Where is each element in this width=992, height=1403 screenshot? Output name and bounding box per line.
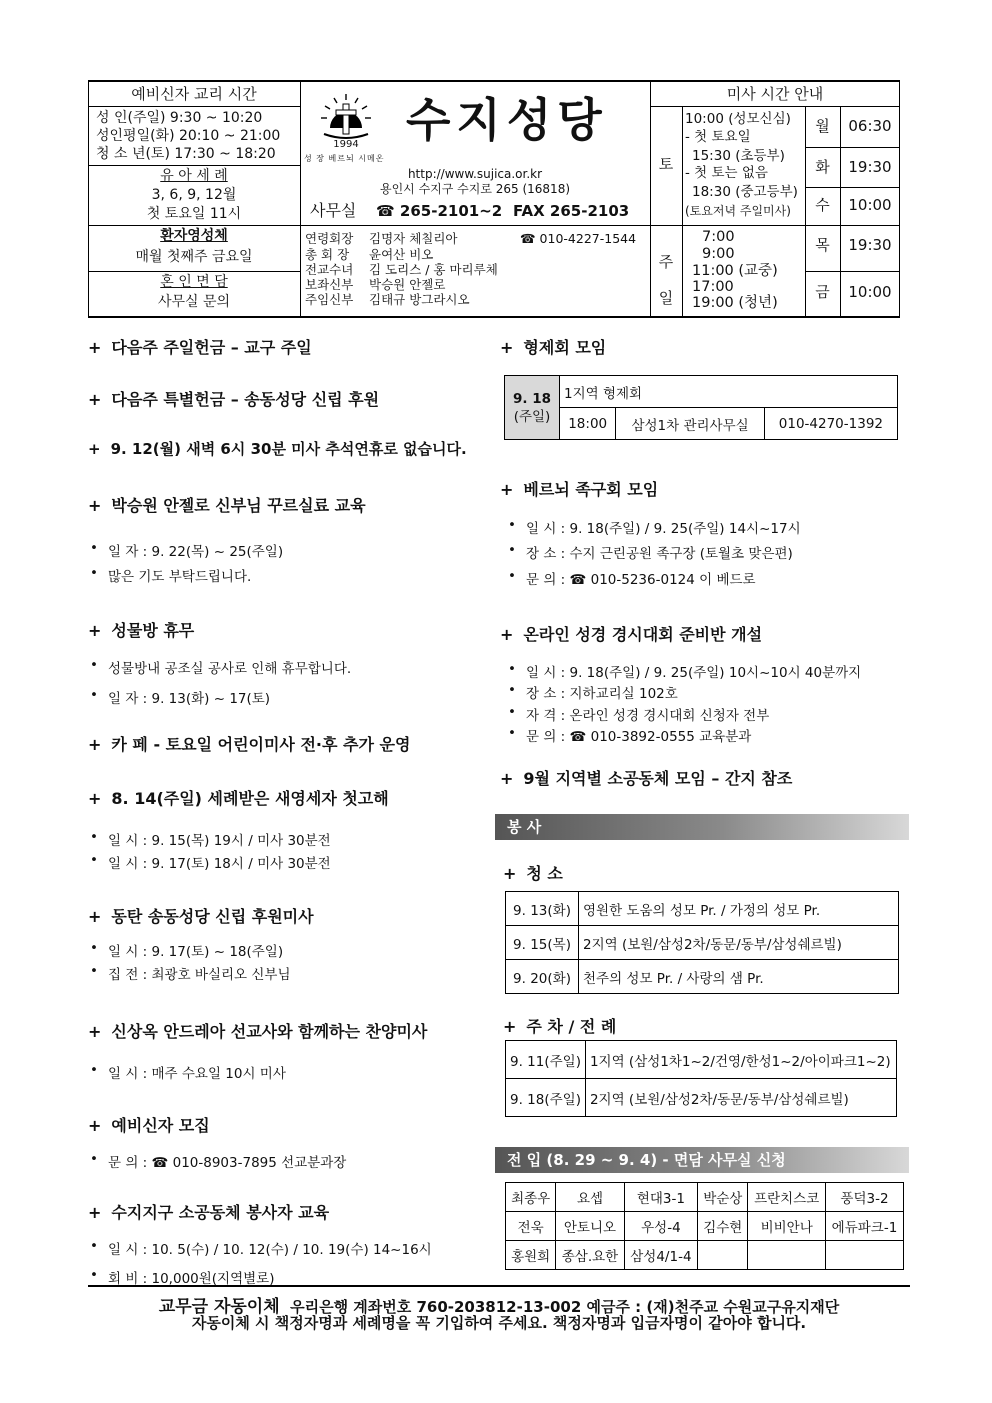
section-cursillo: + 박승원 안젤로 신부님 꾸르실료 교육 bbox=[88, 496, 366, 515]
list-item: • 일 시 : 매주 수요일 10시 미사 bbox=[108, 1062, 286, 1082]
list-item: • 회 비 : 10,000원(지역별로) bbox=[108, 1267, 274, 1287]
list-item: • 일 시 : 9. 18(주일) / 9. 25(주일) 14시~17시 bbox=[526, 517, 801, 537]
weekday-label: 금 bbox=[815, 283, 830, 301]
catechism-row: 성 인(주일) 9:30 ~ 10:20 bbox=[96, 110, 263, 126]
mass-saturday-line: (토요저녁 주일미사) bbox=[685, 204, 791, 218]
mass-sunday-line: 19:00 (청년) bbox=[692, 295, 778, 311]
staff-role: 연령회장 bbox=[305, 231, 354, 246]
brothers-date-cell: 9. 18 (주일) bbox=[505, 376, 560, 440]
newcomer-empty-cell bbox=[698, 1241, 748, 1270]
mass-sunday-line: 7:00 bbox=[702, 229, 735, 245]
list-item: • 문 의 : ☎ 010-3892-0555 교육분과 bbox=[526, 725, 751, 745]
staff-role: 보좌신부 bbox=[305, 277, 354, 292]
newcomer-name: 박순상 bbox=[698, 1183, 748, 1212]
service-section-bar: 봉 사 bbox=[495, 814, 909, 840]
parking-group: 1지역 (삼성1차1~2/건영/한성1~2/아이파크1~2) bbox=[585, 1041, 896, 1079]
catechism-row: 성인평일(화) 20:10 ~ 21:00 bbox=[96, 128, 281, 144]
parking-table bbox=[505, 1040, 897, 1117]
list-item: • 일 시 : 9. 17(토) ~ 18(주일) bbox=[108, 940, 283, 960]
website-link[interactable]: http://www.sujica.or.kr bbox=[407, 167, 543, 181]
newcomers-section-bar: 전 입 (8. 29 ~ 9. 4) - 면담 사무실 신청 bbox=[495, 1147, 909, 1173]
newcomer-address: 풍덕3-2 bbox=[825, 1183, 903, 1212]
weekday-label: 목 bbox=[815, 236, 830, 254]
parish-logo bbox=[304, 90, 385, 163]
marriage-text: 사무실 문의 bbox=[157, 294, 231, 310]
newcomer-name: 전욱 bbox=[506, 1212, 556, 1241]
infant-baptism-line: 3, 6, 9, 12월 bbox=[151, 187, 237, 203]
section-support-mass: + 동탄 송동성당 신립 후원미사 bbox=[88, 907, 314, 926]
mass-saturday-line: 10:00 (성모신심) bbox=[685, 111, 791, 127]
newcomer-address: 에듀파크-1 bbox=[825, 1212, 903, 1241]
list-item: • 문 의 : ☎ 010-8903-7895 선교분과장 bbox=[108, 1151, 346, 1171]
logo-caption: 성 장 베르뇌 시메온 bbox=[304, 154, 385, 163]
section-catechumen-recruit: + 예비신자 모집 bbox=[88, 1116, 210, 1135]
cleaning-group: 영원한 도움의 성모 Pr. / 가정의 성모 Pr. bbox=[579, 892, 899, 926]
footer-line-2: 자동이체 시 책정자명과 세례명을 꼭 기입하여 주세요. 책정자명과 입금자명이 같아야 합니다. bbox=[191, 1314, 807, 1332]
staff-role: 총 회 장 bbox=[305, 247, 350, 262]
brothers-place: 삼성1차 관리사무실 bbox=[616, 408, 764, 440]
section-shop-closed: + 성물방 휴무 bbox=[88, 621, 195, 640]
list-item: • 성물방내 공조실 공사로 인해 휴무합니다. bbox=[108, 657, 351, 677]
newcomer-baptismal-name: 프란치스코 bbox=[748, 1183, 826, 1212]
list-item: • 장 소 : 수지 근린공원 족구장 (토월초 맞은편) bbox=[526, 542, 793, 562]
newcomer-empty-cell bbox=[825, 1241, 903, 1270]
section-first-confession: + 8. 14(주일) 세례받은 새영세자 첫고해 bbox=[88, 789, 389, 808]
catechism-row: 청 소 년(토) 17:30 ~ 18:20 bbox=[96, 146, 276, 162]
weekday-time: 06:30 bbox=[848, 117, 892, 135]
list-item: • 장 소 : 지하교리실 102호 bbox=[526, 682, 678, 702]
mass-sunday-line: 11:00 (교중) bbox=[692, 263, 778, 279]
infant-baptism-title: 유 아 세 례 bbox=[160, 168, 228, 184]
list-item: • 일 시 : 9. 17(토) 18시 / 미사 30분전 bbox=[108, 852, 331, 872]
newcomer-baptismal-name: 안토니오 bbox=[556, 1212, 624, 1241]
bulletin-header bbox=[88, 80, 900, 318]
office-phone: ☎ 265-2101~2 bbox=[376, 202, 503, 220]
brothers-group: 1지역 형제회 bbox=[560, 376, 898, 408]
mass-saturday-line: - 첫 토는 없음 bbox=[685, 165, 768, 181]
staff-name: 김명자 체칠리아 bbox=[369, 231, 458, 246]
brothers-time: 18:00 bbox=[560, 408, 616, 440]
newcomers-table bbox=[505, 1182, 904, 1270]
mass-saturday-line: 18:30 (중고등부) bbox=[692, 184, 798, 200]
section-football-club: + 베르뇌 족구회 모임 bbox=[500, 480, 659, 499]
announcement-special-offering: + 다음주 특별헌금 – 송동성당 신립 후원 bbox=[88, 390, 380, 409]
staff-phone: ☎ 010-4227-1544 bbox=[520, 231, 637, 246]
cleaning-date: 9. 20(화) bbox=[506, 960, 579, 994]
address: 용인시 수지구 수지로 265 (16818) bbox=[379, 182, 571, 196]
weekday-time: 10:00 bbox=[848, 196, 892, 214]
newcomer-name: 김수현 bbox=[698, 1212, 748, 1241]
list-item: • 문 의 : ☎ 010-5236-0124 이 베드로 bbox=[526, 568, 756, 588]
brothers-table bbox=[504, 375, 898, 440]
brothers-phone: 010-4270-1392 bbox=[764, 408, 897, 440]
parking-date: 9. 18(주일) bbox=[506, 1079, 586, 1117]
footer-account: 우리은행 계좌번호 760-203812-13-002 예금주 : (재)천주교 수원교구유지재단 bbox=[290, 1298, 840, 1316]
section-bible-contest: + 온라인 성경 경시대회 준비반 개설 bbox=[500, 625, 763, 644]
logo-year: 1994 bbox=[333, 139, 359, 150]
mass-sunday-line: 17:00 bbox=[692, 279, 734, 295]
list-item: • 많은 기도 부탁드립니다. bbox=[108, 565, 251, 585]
staff-name: 박승원 안젤로 bbox=[369, 277, 446, 292]
mass-sunday-line: 9:00 bbox=[702, 246, 735, 262]
mass-saturday-label: 토 bbox=[658, 155, 674, 173]
weekday-label: 화 bbox=[815, 158, 830, 176]
newcomer-address: 현대3-1 bbox=[624, 1183, 697, 1212]
section-parking-liturgy: + 주 차 / 전 례 bbox=[503, 1017, 617, 1036]
office-label: 사무실 bbox=[310, 201, 357, 220]
section-brothers-meeting: + 형제회 모임 bbox=[500, 338, 607, 357]
newcomer-baptismal-name: 종삼.요한 bbox=[556, 1241, 624, 1270]
section-praise-mass: + 신상옥 안드레아 선교사와 함께하는 찬양미사 bbox=[88, 1022, 428, 1041]
weekday-time: 19:30 bbox=[848, 158, 892, 176]
staff-role: 전교수녀 bbox=[305, 262, 354, 277]
list-item: • 일 시 : 9. 18(주일) / 9. 25(주일) 10시~10시 40분까지 bbox=[526, 661, 861, 681]
weekday-time: 19:30 bbox=[848, 236, 892, 254]
parish-name: 수지성당 bbox=[406, 93, 608, 147]
newcomer-address: 우성-4 bbox=[624, 1212, 697, 1241]
list-item: • 자 격 : 온라인 성경 경시대회 신청자 전부 bbox=[526, 704, 769, 724]
cleaning-date: 9. 13(화) bbox=[506, 892, 579, 926]
list-item: • 일 시 : 9. 15(목) 19시 / 미사 30분전 bbox=[108, 829, 331, 849]
sick-sacrament-title: 환자영성체 bbox=[160, 228, 228, 244]
list-item: • 일 자 : 9. 13(화) ~ 17(토) bbox=[108, 687, 270, 707]
footer-rule bbox=[88, 1285, 910, 1287]
footer-bold-label: 교무금 자동이체 bbox=[158, 1297, 280, 1317]
announcement-no-mass: + 9. 12(월) 새벽 6시 30분 미사 추석연휴로 없습니다. bbox=[88, 440, 467, 458]
cleaning-group: 천주의 성모 Pr. / 사랑의 샘 Pr. bbox=[579, 960, 899, 994]
parking-group: 2지역 (보원/삼성2차/동문/동부/삼성쉐르빌) bbox=[585, 1079, 896, 1117]
announcement-offering: + 다음주 주일헌금 – 교구 주일 bbox=[88, 338, 312, 357]
list-item: • 집 전 : 최광호 바실리오 신부님 bbox=[108, 963, 291, 983]
cleaning-group: 2지역 (보원/삼성2차/동문/동부/삼성쉐르빌) bbox=[579, 926, 899, 960]
mass-saturday-line: 15:30 (초등부) bbox=[692, 148, 785, 164]
marriage-title: 혼 인 면 담 bbox=[160, 274, 228, 290]
staff-name: 김태규 방그라시오 bbox=[369, 292, 470, 307]
mass-saturday-line: - 첫 토요일 bbox=[685, 129, 751, 145]
catechism-title: 예비신자 교리 시간 bbox=[131, 85, 257, 103]
section-cafe: + 카 페 - 토요일 어린이미사 전·후 추가 운영 bbox=[88, 735, 411, 754]
newcomer-address: 삼성4/1-4 bbox=[624, 1241, 697, 1270]
parking-date: 9. 11(주일) bbox=[506, 1041, 586, 1079]
newcomer-name: 홍원희 bbox=[506, 1241, 556, 1270]
weekday-time: 10:00 bbox=[848, 283, 892, 301]
section-cleaning: + 청 소 bbox=[503, 864, 563, 883]
mass-title: 미사 시간 안내 bbox=[726, 85, 824, 103]
staff-role: 주임신부 bbox=[305, 292, 354, 307]
cleaning-date: 9. 15(목) bbox=[506, 926, 579, 960]
newcomer-name: 최종우 bbox=[506, 1183, 556, 1212]
weekday-label: 수 bbox=[815, 196, 830, 214]
weekday-label: 월 bbox=[815, 117, 830, 135]
cleaning-table bbox=[505, 891, 899, 994]
staff-name: 윤여산 비오 bbox=[369, 247, 434, 262]
mass-sunday-label: 주 일 bbox=[658, 253, 674, 307]
section-small-community: + 9월 지역별 소공동체 모임 – 간지 참조 bbox=[500, 769, 793, 788]
newcomer-empty-cell bbox=[748, 1241, 826, 1270]
list-item: • 일 자 : 9. 22(목) ~ 25(주일) bbox=[108, 540, 283, 560]
list-item: • 일 시 : 10. 5(수) / 10. 12(수) / 10. 19(수) 14~16시 bbox=[108, 1238, 432, 1258]
newcomer-baptismal-name: 요셉 bbox=[556, 1183, 624, 1212]
infant-baptism-line: 첫 토요일 11시 bbox=[146, 206, 242, 222]
staff-name: 김 도리스 / 홍 마리루체 bbox=[369, 262, 498, 277]
section-volunteer-training: + 수지지구 소공동체 봉사자 교육 bbox=[88, 1203, 330, 1222]
sick-sacrament-text: 매월 첫째주 금요일 bbox=[135, 249, 253, 265]
office-fax: FAX 265-2103 bbox=[513, 202, 630, 220]
newcomer-baptismal-name: 비비안나 bbox=[748, 1212, 826, 1241]
